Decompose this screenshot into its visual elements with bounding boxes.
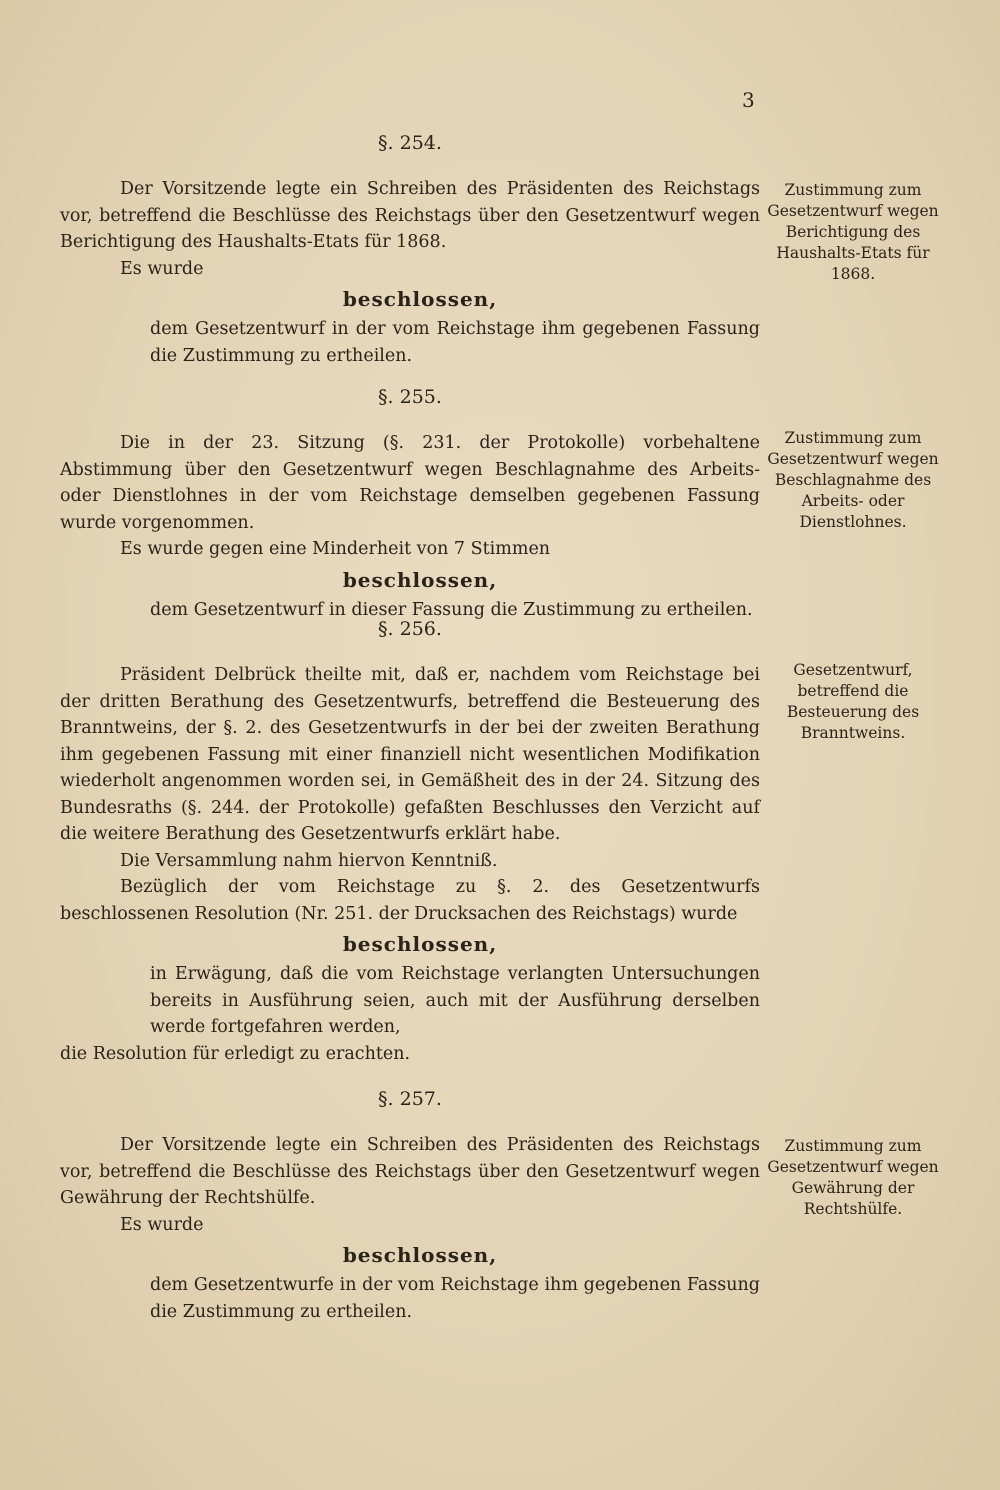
page-number: 3: [742, 88, 755, 112]
section-254: [60, 132, 760, 369]
resolution-keyword: beschlossen,: [342, 287, 498, 311]
resolution-keyword: beschlossen,: [342, 932, 498, 956]
paragraph: Bezüglich der vom Reichstage zu §. 2. des Gesetzentwurfs beschlossenen Resolution (Nr. 251. der Drucksachen des Reichstags) wurde: [60, 877, 760, 924]
paragraph: Die in der 23. Sitzung (§. 231. der Protokolle) vorbehaltene Abstimmung über den Gesetzentwurf wegen Beschlagnahme des Arbeits- oder Dienstlohnes in der vom Reichstage demselben gegebenen Fassung wurde vorgenommen.: [60, 433, 760, 533]
paragraph: in Erwägung, daß die vom Reichstage verlangten Untersuchungen bereits in Ausführung seien, auch mit der Ausführung derselben werde fortgefahren werden,: [150, 964, 760, 1037]
paragraph: Der Vorsitzende legte ein Schreiben des Präsidenten des Reichstags vor, betreffend die Beschlüsse des Reichstags über den Gesetzentwurf wegen Berichtigung des Haushalts-Etats für 1868.: [60, 179, 760, 252]
paragraph: dem Gesetzentwurfe in der vom Reichstage ihm gegebenen Fassung die Zustimmung zu ertheilen.: [150, 1275, 760, 1322]
margin-note: Zustimmung zum Gesetzentwurf wegen Beschlagnahme des Arbeits- oder Dienstlohnes.: [767, 429, 939, 531]
section-257: [60, 1088, 760, 1325]
resolution-keyword: beschlossen,: [342, 1243, 498, 1267]
paragraph: dem Gesetzentwurf in der vom Reichstage ihm gegebenen Fassung die Zustimmung zu ertheilen.: [150, 319, 760, 366]
section-256: [60, 618, 760, 1067]
paragraph: Die Versammlung nahm hiervon Kenntniß.: [120, 850, 498, 871]
section-255: [60, 386, 760, 623]
section-heading: §. 257.: [378, 1088, 442, 1110]
paragraph: Präsident Delbrück theilte mit, daß er, nachdem vom Reichstage bei der dritten Berathung des Gesetzentwurfs, betreffend die Besteuerung des Branntweins, der §. 2. des Gesetzentwurfs in der bei der zweiten Berathung ihm gegebenen Fassung mit einer finanziell nicht wesentlichen Modifikation wiederholt angenommen worden sei, in Gemäßheit des in der 24. Sitzung des Bundesraths (§. 244. der Protokolle) gefaßten Beschlusses den Verzicht auf die weitere Berathung des Gesetzentwurfs erklärt habe.: [60, 665, 760, 844]
paragraph: Es wurde: [120, 1214, 204, 1235]
paragraph: die Resolution für erledigt zu erachten.: [60, 1043, 411, 1064]
section-heading: §. 255.: [378, 386, 442, 408]
paragraph: dem Gesetzentwurf in dieser Fassung die Zustimmung zu ertheilen.: [150, 599, 753, 620]
paragraph: Der Vorsitzende legte ein Schreiben des Präsidenten des Reichstags vor, betreffend die Beschlüsse des Reichstags über den Gesetzentwurf wegen Gewährung der Rechtshülfe.: [60, 1135, 760, 1208]
margin-note: Gesetzentwurf, betreffend die Besteuerung des Branntweins.: [786, 661, 920, 742]
margin-note: Zustimmung zum Gesetzentwurf wegen Gewährung der Rechtshülfe.: [767, 1137, 939, 1218]
margin-note: Zustimmung zum Gesetzentwurf wegen Berichtigung des Haushalts-Etats für 1868.: [767, 181, 939, 283]
paragraph: Es wurde gegen eine Minderheit von 7 Stimmen: [120, 539, 551, 559]
section-heading: §. 254.: [378, 132, 442, 154]
resolution-keyword: beschlossen,: [342, 567, 498, 592]
section-heading: §. 256.: [378, 618, 442, 640]
paragraph: Es wurde: [120, 258, 204, 279]
